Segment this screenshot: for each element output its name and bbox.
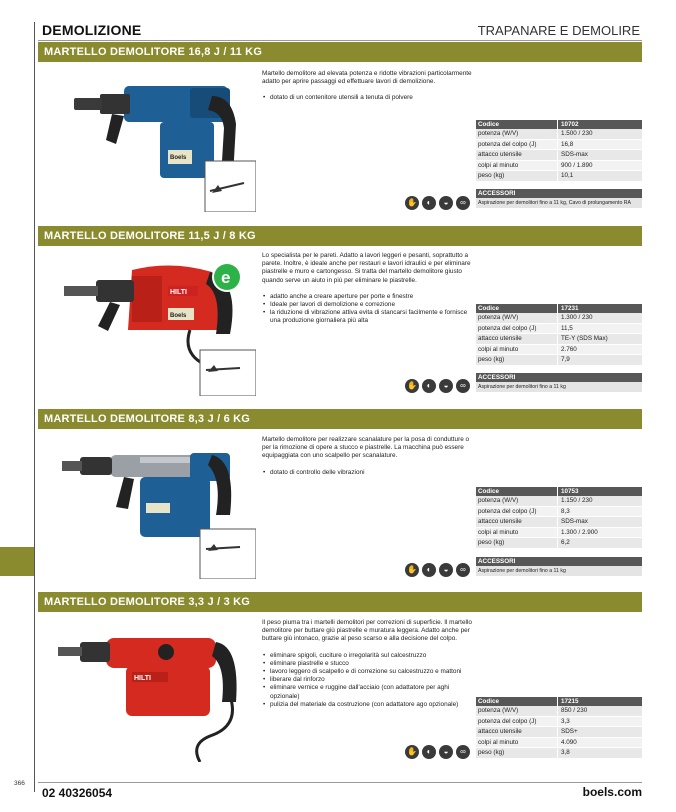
eco-badge: e — [221, 268, 231, 287]
spec-label: colpi al minuto — [476, 345, 558, 355]
ear-protection-icon: ◐ — [422, 563, 436, 577]
spec-label: attacco utensile — [476, 517, 558, 527]
spec-value: 2.760 — [561, 345, 577, 353]
spec-label: potenza (W/V) — [476, 129, 558, 139]
spec-value: TE-Y (SDS Max) — [561, 335, 608, 342]
feature-item: • Ideale per lavori di demolizione e correzione — [262, 301, 472, 309]
feature-item: • pulizia del materiale da costruzione (con adattatore ago opzionale) — [262, 701, 472, 709]
safety-glasses-icon: ∞ — [456, 196, 470, 210]
footer-phone: 02 40326054 — [42, 786, 113, 800]
feature-item: • lavoro leggero di scalpello e di correzione su calcestruzzo e mattoni — [262, 668, 472, 676]
demolition-hammer-image — [40, 66, 256, 212]
spec-row — [476, 355, 642, 366]
spec-label: attacco utensile — [476, 334, 558, 344]
footer-website: boels.com — [582, 785, 642, 799]
spec-label: peso (kg) — [476, 748, 558, 758]
spec-value: 16,8 — [561, 140, 574, 148]
product-photo — [40, 433, 256, 579]
svg-text:Boels: Boels — [170, 155, 187, 161]
spec-label: potenza del colpo (J) — [476, 507, 558, 517]
safety-icons — [405, 563, 470, 577]
spec-label: potenza del colpo (J) — [476, 140, 558, 150]
spec-value: 850 / 230 — [561, 707, 588, 714]
gloves-icon: ✋ — [405, 379, 419, 393]
dust-mask-icon: ◒ — [439, 563, 453, 577]
spec-value: SDS-max — [561, 518, 588, 525]
gloves-icon: ✋ — [405, 745, 419, 759]
spec-row — [476, 150, 642, 161]
accessories-text: Aspirazione per demolitori fino a 11 kg — [476, 566, 642, 576]
spec-row — [476, 324, 642, 335]
spec-value: 1.500 / 230 — [561, 130, 593, 137]
spec-value: 1.150 / 230 — [561, 497, 593, 504]
svg-text:Boels: Boels — [170, 313, 187, 319]
spec-table — [476, 697, 642, 759]
category-title: TRAPANARE E DEMOLIRE — [477, 23, 640, 38]
dust-mask-icon: ◒ — [439, 379, 453, 393]
spec-label: potenza (W/V) — [476, 313, 558, 323]
product-title-bar: MARTELLO DEMOLITORE 16,8 J / 11 KG — [38, 42, 642, 62]
feature-list — [262, 293, 472, 326]
description-text: Martello demolitore per realizzare scanalature per la posa di condutture o per la rimozione di opere a stucco e piastrelle. La macchina può essere equipaggiata con uno scalpello per scanalature. — [262, 436, 470, 460]
safety-icons — [405, 379, 470, 393]
gloves-icon: ✋ — [405, 563, 419, 577]
product-description — [262, 70, 472, 103]
safety-glasses-icon: ∞ — [456, 745, 470, 759]
dust-mask-icon: ◒ — [439, 196, 453, 210]
feature-item: • eliminare vernice e ruggine dall'acciaio (con adattatore per aghi opzionale) — [262, 684, 472, 700]
gloves-icon: ✋ — [405, 196, 419, 210]
spec-code-value: 17231 — [561, 305, 579, 312]
feature-item: • eliminare piastrelle e stucco — [262, 660, 472, 668]
feature-list — [262, 94, 472, 102]
section-tab — [0, 547, 34, 576]
spec-label: peso (kg) — [476, 355, 558, 365]
feature-item: • dotato di un contenitore utensili a tenuta di polvere — [262, 94, 472, 102]
accessories-header: ACCESSORI — [476, 373, 642, 382]
spec-value: 1.300 / 230 — [561, 314, 593, 321]
spec-label: attacco utensile — [476, 150, 558, 160]
safety-glasses-icon: ∞ — [456, 379, 470, 393]
spec-label: peso (kg) — [476, 171, 558, 181]
product-title-bar: MARTELLO DEMOLITORE 3,3 J / 3 KG — [38, 592, 642, 612]
spec-row — [476, 507, 642, 518]
accessories-text: Aspirazione per demolitori fino a 11 kg — [476, 382, 642, 392]
product-title-bar: MARTELLO DEMOLITORE 8,3 J / 6 KG — [38, 409, 642, 429]
product-photo — [40, 616, 256, 762]
section-title: DEMOLIZIONE — [42, 22, 142, 38]
product-title-bar: MARTELLO DEMOLITORE 11,5 J / 8 KG — [38, 226, 642, 246]
product-description — [262, 436, 472, 477]
accessories-text: Aspirazione per demolitori fino a 11 kg, Cavo di prolungamento RA — [476, 198, 642, 208]
svg-text:HILTI: HILTI — [134, 675, 151, 682]
description-text: Martello demolitore ad elevata potenza e ridotte vibrazioni particolarmente adatto per aprire passaggi ed effettuare lavori di demolizione. — [262, 70, 472, 86]
spec-row — [476, 313, 642, 324]
spec-value: 8,3 — [561, 507, 570, 515]
spec-value: 6,2 — [561, 539, 570, 546]
spec-row — [476, 748, 642, 759]
accessories-header: ACCESSORI — [476, 557, 642, 566]
description-text: Il peso piuma tra i martelli demolitori per correzioni di superficie. Il martello demolitore per buttare giù piastrelle e muratura leggera. Adatto anche per buttare giù intonaco, grazie al peso scarso e alla decisione del colpo. — [262, 619, 472, 643]
ear-protection-icon: ◐ — [422, 745, 436, 759]
spec-row — [476, 706, 642, 717]
spec-header-row — [476, 697, 642, 706]
spec-code-value: 10753 — [561, 488, 579, 495]
spec-table — [476, 487, 642, 549]
spec-row — [476, 496, 642, 507]
feature-list — [262, 652, 472, 709]
spec-code-label: Codice — [476, 487, 558, 496]
spec-table — [476, 304, 642, 366]
spec-code-label: Codice — [476, 697, 558, 706]
spec-header-row — [476, 304, 642, 313]
spec-value: 1.300 / 2.900 — [561, 528, 598, 536]
spec-label: colpi al minuto — [476, 738, 558, 748]
spec-label: potenza del colpo (J) — [476, 717, 558, 727]
product-description — [262, 619, 472, 709]
spec-value: 10,1 — [561, 172, 574, 179]
spec-label: potenza (W/V) — [476, 496, 558, 506]
spec-row — [476, 161, 642, 172]
spec-value: 4.090 — [561, 738, 577, 746]
spec-row — [476, 171, 642, 182]
side-rule — [34, 22, 35, 792]
spec-row — [476, 517, 642, 528]
spec-row — [476, 738, 642, 749]
spec-row — [476, 129, 642, 140]
spec-code-label: Codice — [476, 304, 558, 313]
product-photo — [40, 66, 256, 212]
accessories-header: ACCESSORI — [476, 189, 642, 198]
dust-mask-icon: ◒ — [439, 745, 453, 759]
spec-row — [476, 528, 642, 539]
safety-icons — [405, 745, 470, 759]
feature-item: • dotato di controllo delle vibrazioni — [262, 469, 472, 477]
demolition-hammer-image — [40, 433, 256, 579]
spec-header-row — [476, 487, 642, 496]
spec-label: attacco utensile — [476, 727, 558, 737]
feature-item: • eliminare spigoli, cuciture o irregolarità sul calcestruzzo — [262, 652, 472, 660]
description-text: Lo specialista per le pareti. Adatto a lavori leggeri e pesanti, soprattutto a parete. Inoltre, è ideale anche per restauri e lavori idraulici e per eliminare piastrelle e muro e cartongesso. Si tratta del martello demolitore giusto quando serve un aiuto in più per eliminare le piastrelle. — [262, 252, 471, 284]
spec-row — [476, 727, 642, 738]
page-header — [38, 22, 642, 40]
svg-text:HILTI: HILTI — [170, 289, 187, 296]
ear-protection-icon: ◐ — [422, 196, 436, 210]
spec-value: 900 / 1.890 — [561, 161, 593, 169]
spec-code-value: 17215 — [561, 698, 579, 705]
spec-value: SDS-max — [561, 151, 588, 158]
accessories-box — [476, 557, 642, 576]
feature-item: • liberare dal rinforzo — [262, 676, 472, 684]
safety-icons — [405, 196, 470, 210]
spec-row — [476, 140, 642, 151]
spec-row — [476, 538, 642, 549]
spec-code-label: Codice — [476, 120, 558, 129]
spec-value: 7,9 — [561, 356, 570, 363]
spec-value: SDS+ — [561, 728, 578, 735]
feature-item: • la riduzione di vibrazione attiva evita di stancarsi facilmente e fornisce una produzione giornaliera più alta — [262, 309, 472, 325]
spec-label: potenza (W/V) — [476, 706, 558, 716]
safety-glasses-icon: ∞ — [456, 563, 470, 577]
demolition-hammer-image — [40, 616, 256, 762]
page-number: 366 — [14, 780, 25, 787]
spec-value: 3,3 — [561, 717, 570, 725]
spec-label: colpi al minuto — [476, 528, 558, 538]
accessories-box — [476, 189, 642, 208]
spec-label: potenza del colpo (J) — [476, 324, 558, 334]
accessories-box — [476, 373, 642, 392]
spec-code-value: 10702 — [561, 121, 579, 128]
demolition-hammer-image — [40, 250, 256, 396]
feature-list — [262, 469, 472, 477]
product-photo — [40, 250, 256, 396]
spec-header-row — [476, 120, 642, 129]
product-description — [262, 252, 472, 326]
feature-item: • adatto anche a creare aperture per porte e finestre — [262, 293, 472, 301]
spec-table — [476, 120, 642, 182]
header-divider — [38, 40, 642, 41]
footer-divider — [38, 782, 642, 783]
spec-value: 3,8 — [561, 749, 570, 756]
spec-value: 11,5 — [561, 324, 573, 332]
spec-label: colpi al minuto — [476, 161, 558, 171]
spec-row — [476, 345, 642, 356]
spec-row — [476, 717, 642, 728]
ear-protection-icon: ◐ — [422, 379, 436, 393]
spec-label: peso (kg) — [476, 538, 558, 548]
spec-row — [476, 334, 642, 345]
